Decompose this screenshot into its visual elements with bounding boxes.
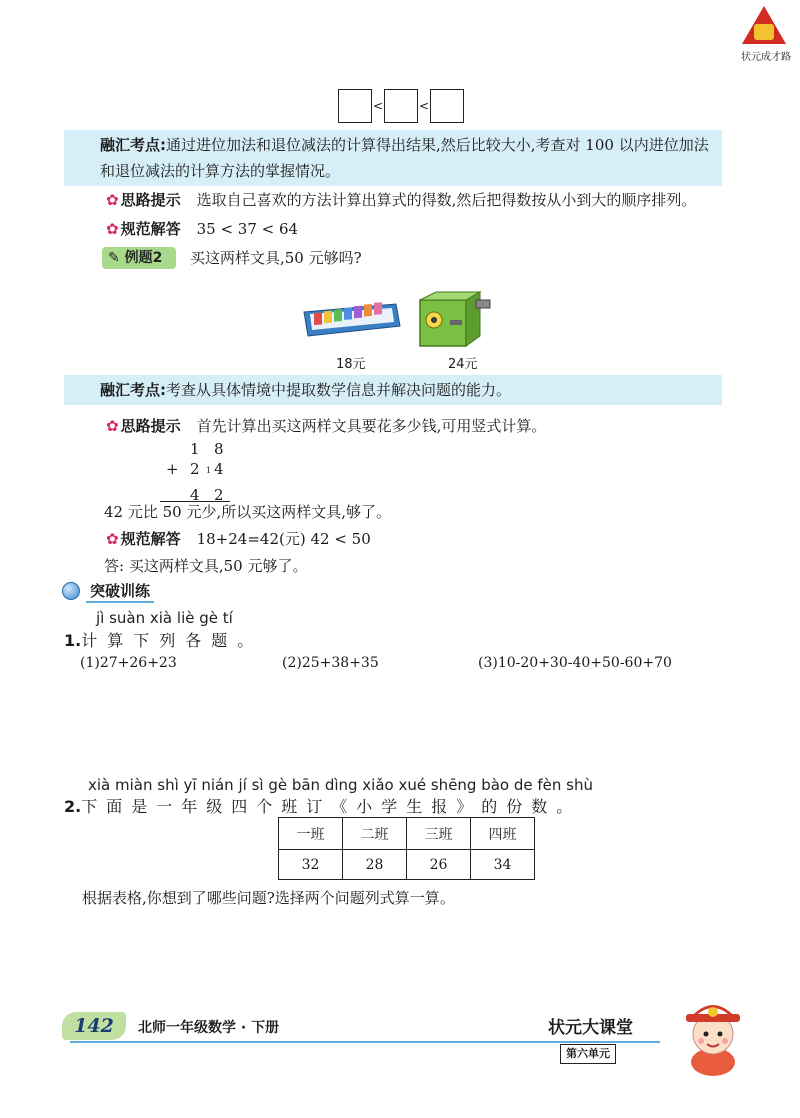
table-header-row [279, 818, 535, 850]
answer-box[interactable] [338, 89, 372, 123]
page-number: 142 [62, 1012, 126, 1040]
flower-icon: ✿ [106, 417, 119, 435]
mascot-icon [676, 992, 750, 1078]
vertical-calculation: 1 8 + 2 1 4 4 2 [158, 440, 238, 506]
book-title: 北师一年级数学 · 下册 [138, 1020, 280, 1036]
band-label: 融汇考点: [100, 381, 166, 399]
pinyin-line: xià miàn shì yī nián jí sì gè bān dìng xiǎo xué shēng bào de fèn shù [88, 776, 594, 794]
example-question: 买这两样文具,50 元够吗? [190, 249, 362, 267]
table-cell: 28 [343, 850, 407, 880]
less-than-sign: < [418, 99, 430, 113]
table-header-cell: 三班 [407, 818, 471, 850]
question-instruction: 根据表格,你想到了哪些问题?选择两个问题列式算一算。 [82, 889, 455, 907]
table-header-cell: 一班 [279, 818, 343, 850]
question-text: 下面是一年级四个班订《小学生报》的份数。 [81, 797, 582, 816]
less-than-sign: < [372, 99, 384, 113]
pencil-sharpener-image [410, 290, 494, 350]
table-cell: 26 [407, 850, 471, 880]
hint-label: 思路提示 [120, 417, 181, 435]
example-tag: ✎ 例题2 [102, 247, 176, 269]
carry-mark: 1 [206, 466, 212, 475]
band-label: 融汇考点: [100, 136, 166, 154]
class-subscription-table [278, 817, 535, 880]
question-1 [64, 628, 263, 651]
answer-text: 35 < 37 < 64 [196, 220, 299, 238]
flower-icon: ✿ [106, 220, 119, 238]
crayon-box-image [300, 300, 402, 340]
footer-divider [70, 1041, 660, 1043]
table-header-cell: 二班 [343, 818, 407, 850]
flower-icon: ✿ [106, 530, 119, 548]
answer-line [106, 218, 298, 240]
table-header-cell: 四班 [471, 818, 535, 850]
band-text: 考查从具体情境中提取数学信息并解决问题的能力。 [166, 381, 512, 399]
answer-text: 18+24=42(元) 42 < 50 [196, 530, 371, 548]
hint-label: 思路提示 [120, 191, 181, 209]
answer-label: 规范解答 [120, 530, 181, 548]
answer-box[interactable] [384, 89, 418, 123]
logo-text: 状元成才路 [741, 52, 791, 63]
question-number: 2. [64, 797, 82, 816]
hint-text: 首先计算出买这两样文具要花多少钱,可用竖式计算。 [196, 417, 547, 435]
pencil-icon: ✎ [108, 250, 120, 266]
brand-name: 状元大课堂 [548, 1018, 633, 1038]
unit-label: 第六单元 [560, 1044, 616, 1064]
final-answer: 答: 买这两样文具,50 元够了。 [104, 557, 308, 575]
sub-question: (1)27+26+23 [80, 655, 177, 671]
table-cell: 32 [279, 850, 343, 880]
price-label: 18元 [336, 357, 366, 372]
section-header [62, 578, 154, 604]
question-2 [64, 794, 581, 817]
price-label: 24元 [448, 357, 478, 372]
globe-icon [62, 582, 80, 600]
section-title: 突破训练 [86, 580, 154, 603]
question-number: 1. [64, 631, 82, 650]
band-text: 通过进位加法和退位减法的计算得出结果,然后比较大小,考查对 100 以内进位加法和退位减法的计算方法的掌握情况。 [100, 136, 709, 180]
sub-question: (2)25+38+35 [282, 655, 379, 671]
knowledge-band [64, 130, 722, 186]
answer-line [106, 528, 371, 550]
sub-question: (3)10-20+30-40+50-60+70 [478, 655, 672, 671]
pinyin-line: jì suàn xià liè gè tí [96, 609, 233, 627]
comparison-boxes [338, 89, 464, 123]
answer-label: 规范解答 [120, 220, 181, 238]
flower-icon: ✿ [106, 191, 119, 209]
knowledge-band [64, 375, 722, 405]
question-text: 计算下列各题。 [81, 631, 264, 650]
hint-line [106, 189, 696, 211]
hint-line [106, 415, 546, 437]
hint-text: 选取自己喜欢的方法计算出算式的得数,然后把得数按从小到大的顺序排列。 [196, 191, 697, 209]
table-cell: 34 [471, 850, 535, 880]
table-row [279, 850, 535, 880]
answer-box[interactable] [430, 89, 464, 123]
publisher-logo [736, 6, 792, 62]
conclusion-text: 42 元比 50 元少,所以买这两样文具,够了。 [104, 503, 392, 521]
